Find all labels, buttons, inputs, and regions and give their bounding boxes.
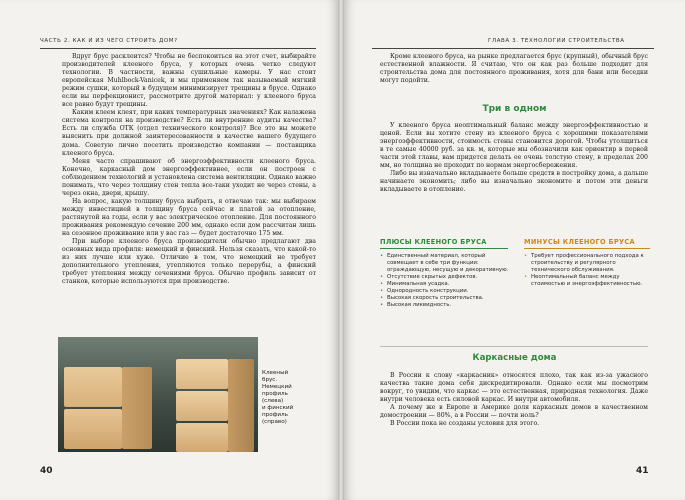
pros-item: • Однородность конструкции. [380, 288, 510, 295]
right-page [344, 0, 685, 500]
left-paragraph: При выборе клееного бруса производители обычно предлагают два основных вида профиля: немецкий и финский. Нельзя сказать, что какой-то из них лучше или хуже. Отличие в том, что немецкий не требует дополнительного утепления, утепляются только перерубы, а финский требует утепления между сечениями бруса. Обычно профиль зависит от станков, которые используются при производстве. [62, 238, 316, 286]
caption-line: Немецкий [262, 384, 292, 390]
pros-item: • Высокая скорость строительства. [380, 295, 510, 302]
pros-item: • Единственный материал, который совмещает в себе три функции: ограждающую, несущую и декоративную. [380, 253, 510, 274]
right-paragraph: А почему же в Европе и Америке доля каркасных домов в качественном домостроении — 80%, а в России — почти ноль? [380, 404, 648, 420]
cons-title: МИНУСЫ КЛЕЕНОГО БРУСА [524, 238, 635, 246]
caption-line: (справо) [262, 419, 287, 425]
right-paragraph: Кроме клееного бруса, на рынке предлагается брус (крупный), обычный брус естественной влажности. Я считаю, что он как раз больше подходит для строительства дома для постоянного проживания, хотя для бани или беседки могут подойти. [380, 53, 648, 85]
cons-list [524, 253, 646, 288]
pros-title: ПЛЮСЫ КЛЕЕНОГО БРУСА [380, 238, 487, 246]
cons-rule [524, 248, 650, 249]
caption-line: (слева) [262, 398, 284, 404]
right-section1-text [380, 122, 648, 194]
left-body-text [62, 53, 316, 286]
right-paragraph: Либо вы изначально вкладываете больше средств в постройку дома, а дальше начинаете экономить; либо вы изначально экономите и потом эти деньги вкладываете в отопление. [380, 170, 648, 194]
right-section2-text [380, 372, 648, 428]
page-number-right: 41 [636, 466, 649, 476]
right-intro-text [380, 53, 648, 85]
caption-line: профиль [262, 391, 288, 397]
left-header-rule [40, 48, 316, 49]
section-title-three-in-one: Три в одном [482, 104, 547, 114]
left-paragraph: Меня часто спрашивают об энергоэффективности клееного бруса. Конечно, каркасный дом энергоэффективнее, если он построен с соблюдением технологий и установлена система вентиляции. Однако важно понимать, что через толщину стен тепла все-таки уходит не через стены, а через окна, двери, крышу. [62, 157, 316, 197]
right-paragraph: У клееного бруса неоптимальный баланс между энергоэффективностью и ценой. Если вы хотите стену из клееного бруса с хорошими показателями энергоэффективности, стоимость стены становится дорогой. Чтобы утолщиться в те самые 40000 руб. за кв. м, которые мы обозначили как ориентир в первой части этой главы, вам придется делать ее очень толстую стену, в пределах 200 мм, но толщина не проходит по нормам энергосбережения. [380, 122, 648, 170]
right-running-head: ГЛАВА 3. ТЕХНОЛОГИИ СТРОИТЕЛЬСТВА [488, 38, 625, 44]
glued-beam-photo [58, 337, 258, 452]
right-paragraph: В России к слову «каркасник» относятся плохо, так как из-за ужасного качества такие дома себя дискредитировали. Однако если мы посмотрим вокруг, то увидим, что каркас — это естественная, природная технология. Даже внутри человека есть силовой каркас. И внутри автомобиля. [380, 372, 648, 404]
left-paragraph: На вопрос, какую толщину бруса выбрать, я отвечаю так: мы выбираем между инвестицией в толщину бруса сейчас и платой за отопление, растянутой на годы, если у вас электрическое отопление. Для постоянного проживания рекомендую сечение 200 мм, однако если дом рассчитан лишь на сезонное проживание или у вас газ — будет достаточно 175 мм. [62, 197, 316, 238]
pros-list [380, 253, 510, 309]
caption-line: профиль [262, 412, 288, 418]
caption-line: Клееный [262, 370, 289, 376]
section-divider [380, 346, 648, 347]
caption-line: брус. [262, 377, 278, 383]
pros-rule [380, 248, 508, 249]
photo-caption [262, 370, 314, 426]
left-paragraph: Вдруг брус расклеится? Чтобы не беспокоиться на этот счет, выбирайте производителей клееного бруса, у которых очень четко следуют технологии. В частности, важны сушильные камеры. У нас стоит европейская Muhlbock-Vanicek, и мы применяем так называемый мягкий режим сушки, который в будущем минимизирует трещины в брусе. Однако если вы перфекционист, рассмотрите другой материал: у клееного бруса все равно будут трещины. [62, 53, 316, 109]
left-page [0, 0, 338, 500]
pros-item: • Высокая ликвидность. [380, 302, 510, 309]
left-running-head: ЧАСТЬ 2. КАК И ИЗ ЧЕГО СТРОИТЬ ДОМ? [40, 38, 178, 44]
right-header-rule [372, 48, 654, 49]
pros-item: • Отсутствие скрытых дефектов. [380, 274, 510, 281]
section-title-frame-houses: Каркасные дома [472, 353, 557, 363]
caption-line: и финский [262, 405, 294, 411]
cons-item: • Неоптимальный баланс между стоимостью и энергоэффективностью. [524, 274, 646, 288]
right-paragraph: В России пока не созданы условия для этого. [390, 420, 540, 428]
pros-item: • Минимальная усадка. [380, 281, 510, 288]
left-paragraph: Каким клеем клеят, при каких температурных значениях? Как налажена система контроля на производстве? Есть ли внутренние аудиты качества? Есть ли служба ОТК (отдел технического контроля)? Все это вы можете выяснить при должной заинтересованности в качестве вашего будущего дома. Советую лично посетить производство компании — поставщика клееного бруса. [62, 109, 316, 157]
cons-item: • Требует профессионального подхода к строительству и регулярного технического обслуживания. [524, 253, 646, 274]
page-number-left: 40 [40, 466, 53, 476]
